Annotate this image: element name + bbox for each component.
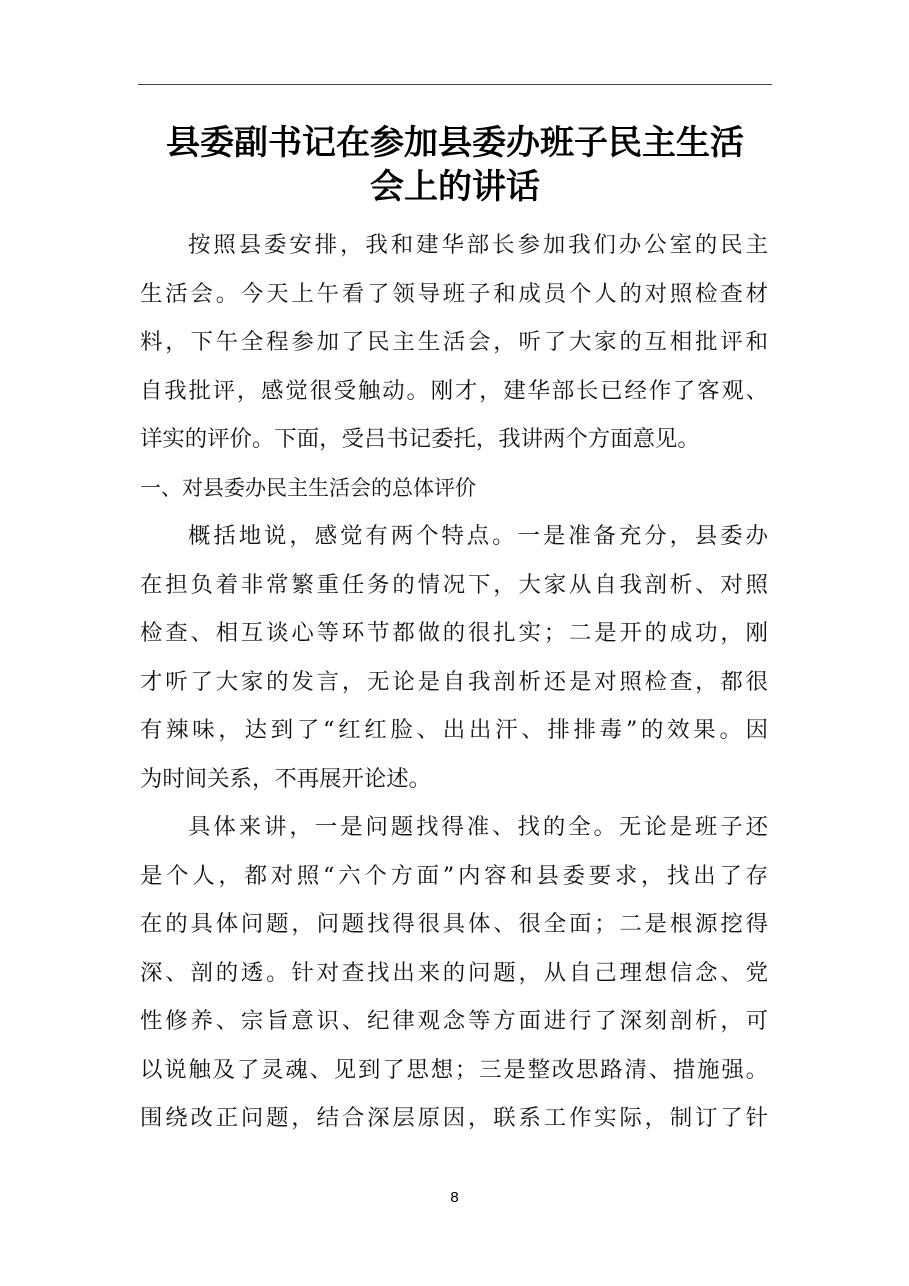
- paragraph-3-emphasis-first: 一是: [314, 814, 366, 840]
- header-rule: [138, 84, 772, 85]
- paragraph-2-line-2: 在担负着非常繁重任务的情况下，大家从自我剖析、对照: [140, 571, 768, 598]
- paragraph-2-line-3: [140, 614, 768, 663]
- page-number: 8: [450, 1189, 459, 1206]
- paragraph-3-line-7: 围绕改正问题，结合深层原因，联系工作实际，制订了针: [140, 1105, 768, 1131]
- paragraph-3-line-6: [140, 1051, 768, 1100]
- paragraph-2-emphasis-second: 二是: [566, 620, 620, 646]
- paragraph-2-line-1-text-a: 概括地说，感觉有两个特点。: [188, 523, 518, 549]
- paragraph-2-line-4: 才听了大家的发言，无论是自我剖析还是对照检查，都很: [140, 668, 768, 695]
- paragraph-3-line-1-text-b: 问题找得准、找的全。无论是班子还: [365, 814, 769, 840]
- paragraph-1-line-3: 料，下午全程参加了民主生活会，听了大家的互相批评和: [140, 329, 768, 355]
- paragraph-1-line-5: 详实的评价。下面，受吕书记委托，我讲两个方面意见。: [140, 426, 700, 452]
- paragraph-3-line-1: [140, 808, 768, 857]
- paragraph-1-line-1: 按照县委安排，我和建华部长参加我们办公室的民主: [188, 232, 768, 258]
- paragraph-3-line-3: [140, 905, 768, 954]
- paragraph-3-emphasis-third: 三是: [477, 1056, 528, 1083]
- paragraph-2-line-5: 有辣味，达到了“红红脸、出出汗、排排毒”的效果。因: [140, 717, 768, 743]
- paragraph-1: [140, 226, 768, 469]
- paragraph-1-line-4: 自我批评，感觉很受触动。刚才，建华部长已经作了客观、: [140, 377, 768, 404]
- document-title: [150, 121, 760, 209]
- paragraph-1-line-2: 生活会。今天上午看了领导班子和成员个人的对照检查材: [140, 280, 768, 307]
- paragraph-2: [140, 517, 768, 808]
- paragraph-2-line-1: [140, 517, 768, 566]
- paragraph-3-line-3-text-b: 根源挖得: [669, 911, 769, 937]
- paragraph-3-line-6-text-a: 以说触及了灵魂、见到了思想；: [140, 1056, 478, 1083]
- paragraph-2-line-1-text-b: 准备充分，县委办: [568, 523, 769, 549]
- title-line-2: 会上的讲话: [370, 167, 540, 207]
- title-line-1: 县委副书记在参加县委办班子民主生活: [166, 123, 744, 163]
- paragraph-3-line-5: 性修养、宗旨意识、纪律观念等方面进行了深刻剖析，可: [140, 1008, 768, 1034]
- paragraph-2-line-3-text-a: 检查、相互谈心等环节都做的很扎实；: [140, 620, 567, 646]
- document-body: [140, 226, 768, 1148]
- paragraph-3-emphasis-second: 二是: [616, 911, 670, 937]
- paragraph-3-line-1-text-a: 具体来讲，: [188, 814, 315, 840]
- paragraph-3-line-3-text-a: 在的具体问题，问题找得很具体、很全面；: [140, 911, 617, 937]
- paragraph-3-line-2: 是个人，都对照“六个方面”内容和县委要求，找出了存: [140, 862, 768, 889]
- paragraph-3-line-4: 深、剖的透。针对查找出来的问题，从自己理想信念、党: [140, 959, 768, 986]
- paragraph-2-line-3-text-b: 开的成功，刚: [619, 620, 769, 646]
- paragraph-2-line-6: 为时间关系，不再展开论述。: [140, 765, 432, 792]
- paragraph-3: [140, 808, 768, 1148]
- paragraph-3-line-6-text-b: 整改思路清、措施强。: [527, 1056, 769, 1083]
- paragraph-2-emphasis-first: 一是: [517, 523, 569, 549]
- section-heading-1: 一、对县委办民主生活会的总体评价: [140, 475, 476, 500]
